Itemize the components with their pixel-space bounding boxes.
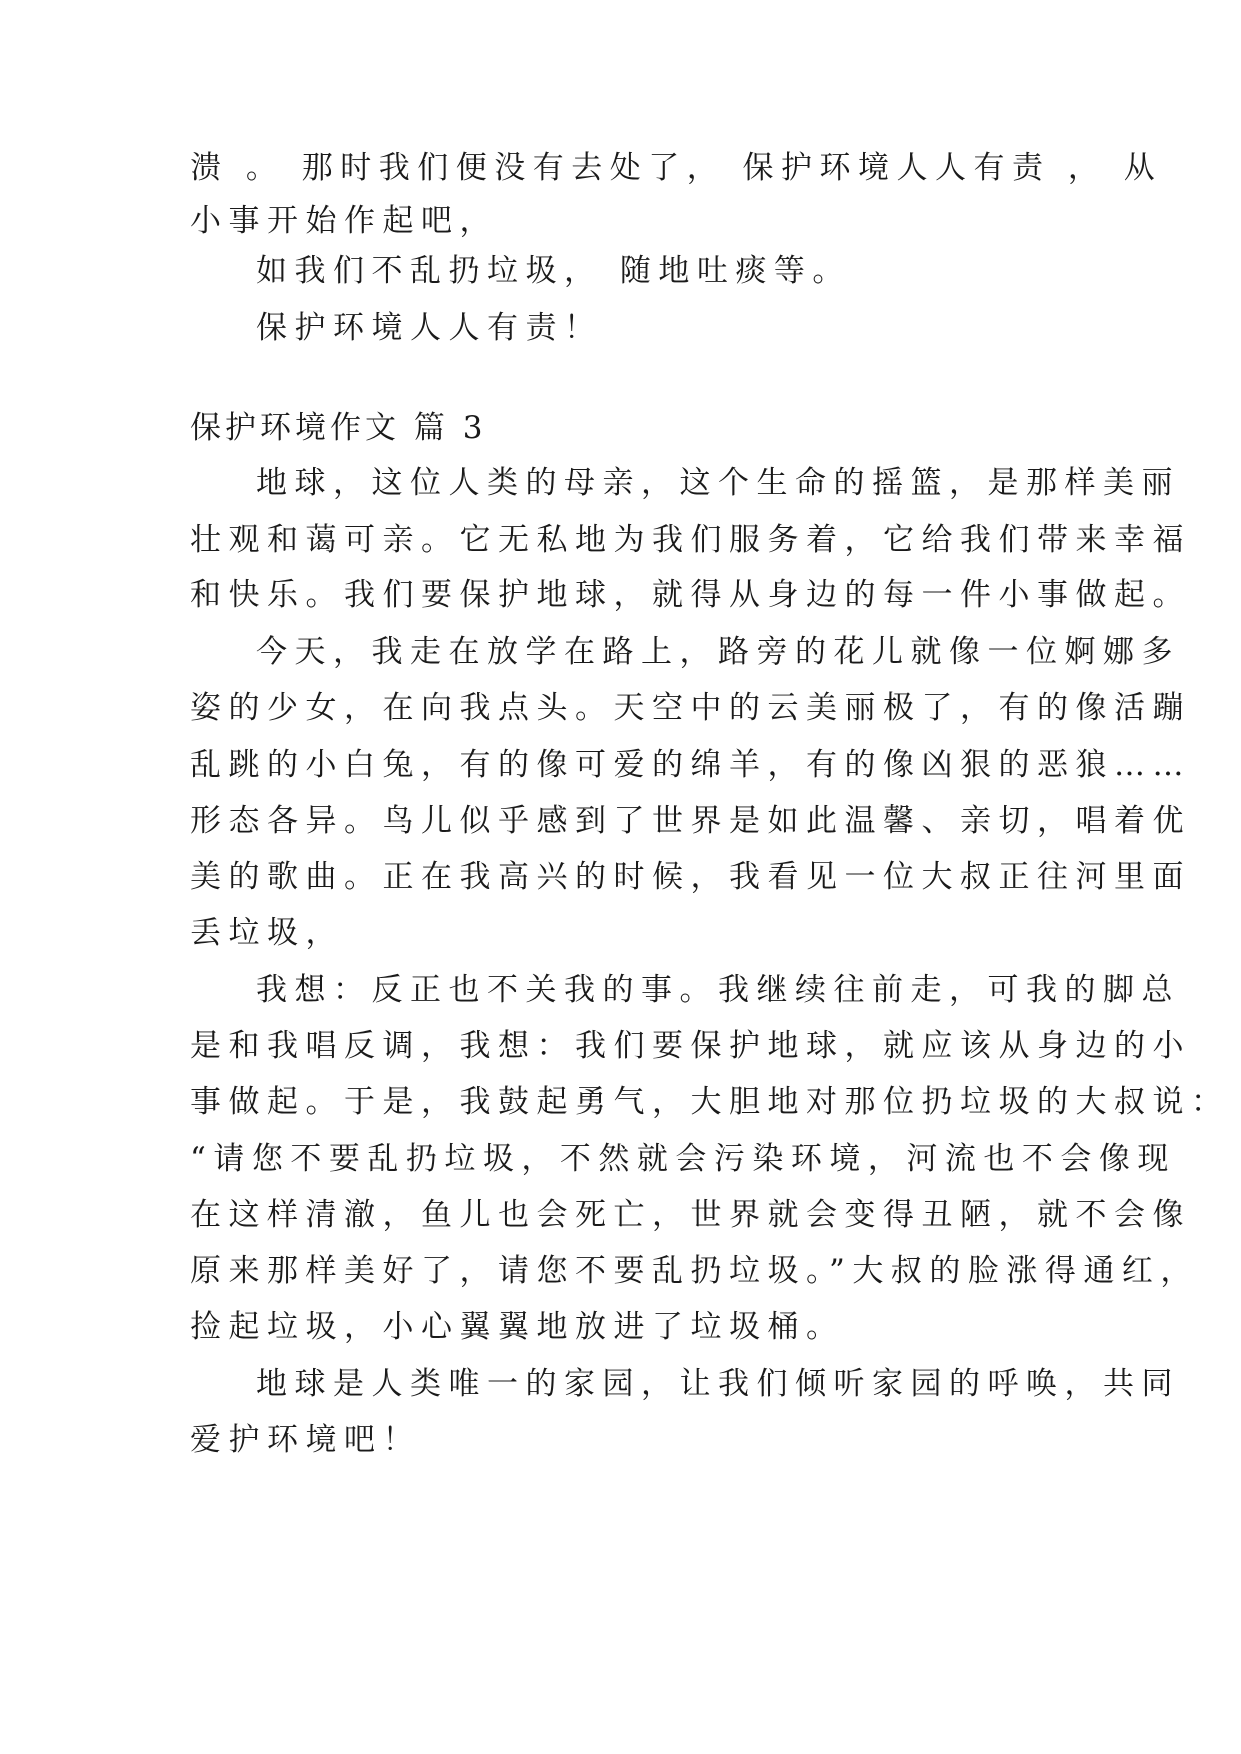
paragraph-line: 事做起。于是，我鼓起勇气，大胆地对那位扔垃圾的大叔说：: [190, 1084, 1230, 1120]
paragraph-line: 地球是人类唯一的家园，让我们倾听家园的呼唤，共同: [256, 1366, 1180, 1402]
paragraph-line: 是和我唱反调，我想：我们要保护地球，就应该从身边的小: [190, 1028, 1191, 1064]
paragraph-line: 我想：反正也不关我的事。我继续往前走，可我的脚总: [256, 972, 1180, 1008]
text-line: 保护环境人人有责！: [256, 310, 603, 346]
paragraph-line: 今天，我走在放学在路上，路旁的花儿就像一位婀娜多: [256, 634, 1180, 670]
paragraph-line: 捡起垃圾，小心翼翼地放进了垃圾桶。: [190, 1309, 845, 1345]
text-line: 如我们不乱扔垃圾， 随地吐痰等。: [256, 253, 851, 289]
paragraph-line: 地球，这位人类的母亲，这个生命的摇篮，是那样美丽: [256, 465, 1180, 501]
paragraph-line: 丢垃圾，: [190, 915, 344, 951]
paragraph-line: 乱跳的小白兔，有的像可爱的绵羊，有的像凶狠的恶狼……: [190, 747, 1191, 783]
paragraph-line: “请您不要乱扔垃圾，不然就会污染环境，河流也不会像现: [190, 1141, 1176, 1177]
paragraph-line: 壮观和蔼可亲。它无私地为我们服务着，它给我们带来幸福: [190, 522, 1191, 558]
paragraph-line: 原来那样美好了，请您不要乱扔垃圾。”大叔的脸涨得通红，: [190, 1253, 1199, 1289]
paragraph-line: 美的歌曲。正在我高兴的时候，我看见一位大叔正往河里面: [190, 859, 1191, 895]
section-title: 保护环境作文 篇 3: [190, 410, 487, 446]
paragraph-line: 和快乐。我们要保护地球，就得从身边的每一件小事做起。: [190, 577, 1191, 613]
paragraph-line: 姿的少女，在向我点头。天空中的云美丽极了，有的像活蹦: [190, 690, 1191, 726]
paragraph-line: 形态各异。鸟儿似乎感到了世界是如此温馨、亲切，唱着优: [190, 803, 1191, 839]
paragraph-line: 在这样清澈，鱼儿也会死亡，世界就会变得丑陋，就不会像: [190, 1197, 1191, 1233]
text-line: 溃 。 那时我们便没有去处了， 保护环境人人有责 ， 从: [190, 150, 1163, 186]
paragraph-line: 爱护环境吧！: [190, 1422, 421, 1458]
text-line: 小事开始作起吧，: [190, 203, 498, 239]
